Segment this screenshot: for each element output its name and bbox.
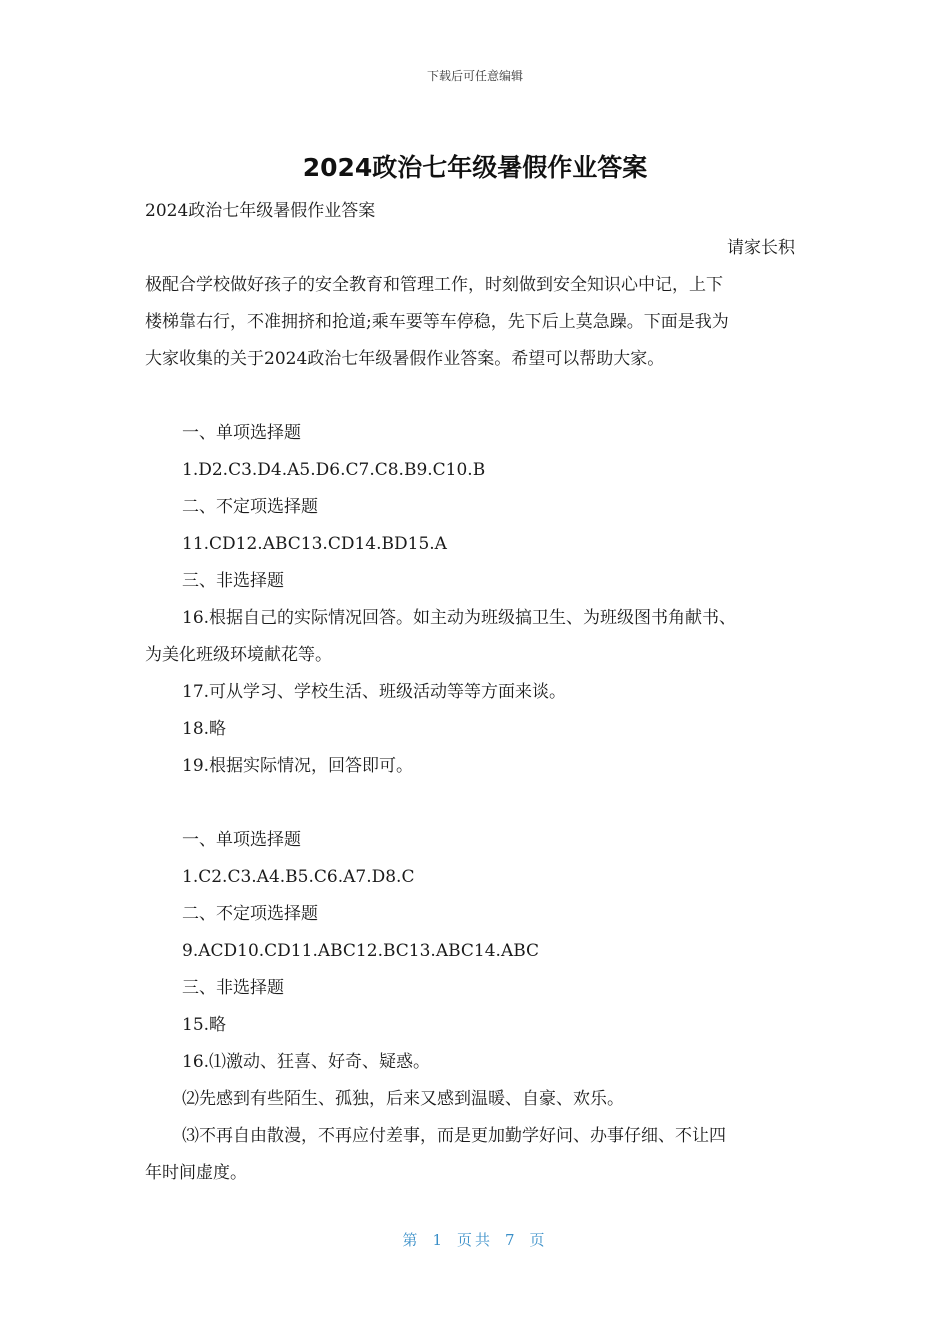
section1-answer-19: 19.根据实际情况，回答即可。 — [182, 756, 414, 776]
section2-heading-multi-choice: 二、不定项选择题 — [182, 904, 318, 924]
section1-answer-16-wrap: 为美化班级环境献花等。 — [145, 645, 332, 665]
section1-answers-single-choice: 1.D2.C3.D4.A5.D6.C7.C8.B9.C10.B — [182, 460, 486, 480]
section1-answer-18: 18.略 — [182, 719, 227, 739]
section2-answer-16-part2: ⑵先感到有些陌生、孤独，后来又感到温暖、自豪、欢乐。 — [182, 1089, 624, 1109]
footer-word-page: 第 — [402, 1231, 421, 1249]
document-body — [145, 193, 805, 1192]
section1-heading-non-choice: 三、非选择题 — [182, 571, 284, 591]
footer-word-pages: 页 — [529, 1231, 548, 1249]
intro-line: 楼梯靠右行，不准拥挤和抢道;乘车要等车停稳，先下后上莫急躁。下面是我为 — [145, 312, 729, 332]
page-header-note: 下载后可任意编辑 — [426, 69, 523, 83]
footer-total-pages: 7 — [505, 1231, 518, 1249]
document-title: 2024政治七年级暑假作业答案 — [302, 153, 648, 182]
section2-heading-non-choice: 三、非选择题 — [182, 978, 284, 998]
section2-answers-multi-choice: 9.ACD10.CD11.ABC12.BC13.ABC14.ABC — [182, 941, 540, 961]
section1-answers-multi-choice: 11.CD12.ABC13.CD14.BD15.A — [182, 534, 447, 554]
intro-subtitle: 2024政治七年级暑假作业答案 — [145, 201, 376, 221]
footer-word-of: 页共 — [456, 1231, 493, 1249]
section1-answer-17: 17.可从学习、学校生活、班级活动等等方面来谈。 — [182, 682, 567, 702]
section1-answer-16: 16.根据自己的实际情况回答。如主动为班级搞卫生、为班级图书角献书、 — [182, 608, 737, 628]
intro-line: 极配合学校做好孩子的安全教育和管理工作，时刻做到安全知识心中记，上下 — [145, 275, 723, 295]
section2-heading-single-choice: 一、单项选择题 — [182, 830, 301, 850]
section2-answers-single-choice: 1.C2.C3.A4.B5.C6.A7.D8.C — [182, 867, 415, 887]
footer-current-page: 1 — [432, 1231, 445, 1249]
intro-line: 大家收集的关于2024政治七年级暑假作业答案。希望可以帮助大家。 — [145, 349, 665, 369]
intro-right-fragment: 请家长积 — [727, 238, 795, 258]
section1-heading-single-choice: 一、单项选择题 — [182, 423, 301, 443]
section1-heading-multi-choice: 二、不定项选择题 — [182, 497, 318, 517]
section2-answer-16-part3-wrap: 年时间虚度。 — [145, 1163, 247, 1183]
section2-answer-15: 15.略 — [182, 1015, 227, 1035]
spacer — [145, 785, 805, 822]
page-footer — [0, 1229, 950, 1250]
spacer — [145, 378, 805, 415]
section2-answer-16-part1: 16.⑴激动、狂喜、好奇、疑惑。 — [182, 1052, 431, 1072]
section2-answer-16-part3: ⑶不再自由散漫，不再应付差事，而是更加勤学好问、办事仔细、不让四 — [182, 1126, 726, 1146]
